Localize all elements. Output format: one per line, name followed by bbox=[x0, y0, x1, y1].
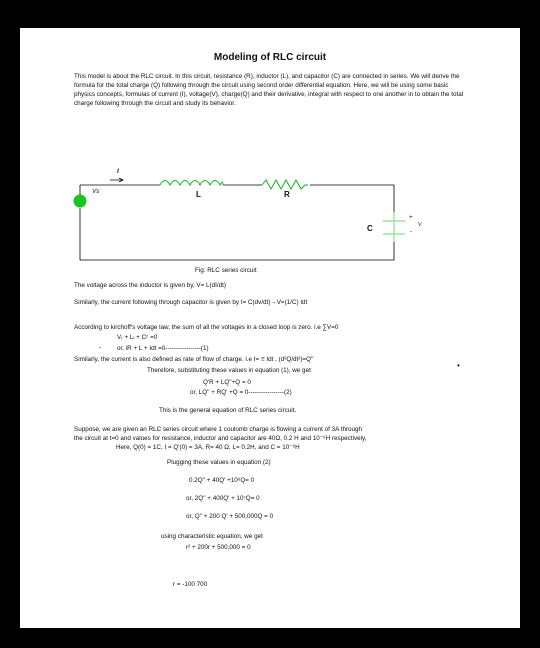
plugged-equation-1: 0.2Q'' + 40Q' +10⁶Q= 0 bbox=[189, 477, 255, 484]
inductor-label: L bbox=[196, 190, 201, 199]
current-arrow bbox=[110, 178, 123, 182]
suppose-line-2: the circuit at t=0 and values for resistance, inductor and capacitor are 40Ω, 0.2 H and 10⁻⁶H respectively, bbox=[74, 435, 367, 442]
kvl-line: According to kirchoff's voltage law, the sum of all the voltages in a closed loop is zero. i.e ∑V=0 bbox=[74, 324, 339, 331]
roots-line: r = -100 700 bbox=[173, 581, 208, 588]
equation-c: Q'R + LQ''+Q = 0 bbox=[203, 379, 251, 386]
top-wire-right bbox=[310, 185, 394, 221]
inductor-voltage-line: The voltage across the inductor is given by, V= L(dI/dt) bbox=[74, 282, 226, 289]
document-page bbox=[20, 28, 520, 628]
suppose-line-1: Suppose, we are given an RLC series circuit where 1 coulomb charge is flowing a current of 3A through bbox=[74, 426, 363, 433]
v-label: V bbox=[418, 222, 422, 228]
resistor-label: R bbox=[284, 190, 290, 199]
general-equation-line: This is the general equation of RLC series circuit. bbox=[159, 407, 297, 414]
resistor-zigzag bbox=[262, 180, 308, 189]
plus-label: + bbox=[409, 214, 413, 221]
current-label: I bbox=[117, 168, 119, 175]
equation-b: or, iR + L + Idt =0-----------------(1) bbox=[117, 345, 209, 352]
source-label: Vs bbox=[92, 188, 100, 195]
equation-a: Vᵣ + Lₗ + Cᶜ =0 bbox=[117, 334, 158, 341]
left-wire bbox=[80, 185, 394, 260]
equation-d: or, LQ'' + RQ' +Q = 0-----------------(2) bbox=[190, 389, 292, 396]
minus-label: - bbox=[410, 228, 413, 235]
plugged-equation-2: or, 2Q'' + 400Q' + 10⁷Q= 0 bbox=[186, 495, 260, 502]
page-title: Modeling of RLC circuit bbox=[213, 52, 327, 63]
right-margin-dot: • bbox=[457, 361, 460, 370]
intro-paragraph: This model is about the RLC circuit. In this circuit, resistance (R), inductor (L), and capacitor (C) are connected in series. We will derive the formula for the total charge (Q) following through the circuit using second order differential equation. Here, we will be using some basic physics concepts, formulas of current (I), voltage(V), charge(Q) and their derivative, integral with respect to one another in to obtain the total charge following through the circuit and study its behavior. bbox=[74, 73, 464, 107]
plugging-line: Plugging these values in equation (2) bbox=[167, 459, 271, 466]
voltage-source bbox=[74, 195, 87, 208]
figure-caption: Fig: RLC series circuit bbox=[195, 267, 257, 274]
characteristic-equation: r² + 200r + 500,000 = 0 bbox=[186, 544, 251, 551]
therefore-line: Therefore, substituting these values in equation (1), we get bbox=[147, 367, 311, 374]
capacitor-label: C bbox=[367, 224, 373, 233]
inductor-coil bbox=[160, 181, 223, 186]
current-definition-line: Similarly, the current is also defined as rate of flow of charge. i.e I= ≡ Idt , (d²Q/dt²)=Q'' bbox=[74, 356, 314, 363]
given-values-line: Here, Q(0) = 1C, I = Q'(0) = 3A, R= 40 Ω, L= 0.2H, and C = 10⁻⁶H bbox=[116, 444, 300, 451]
characteristic-line: using characteristic equation, we get bbox=[161, 533, 263, 540]
capacitor-current-line: Similarly, the current following through capacitor is given by I= C(dv/dt)→V=(1/C) Idt bbox=[74, 299, 308, 306]
plugged-equation-3: or, Q'' + 200 Q' + 500,000Q = 0 bbox=[186, 513, 274, 520]
equation-b-bullet: . bbox=[99, 343, 101, 350]
